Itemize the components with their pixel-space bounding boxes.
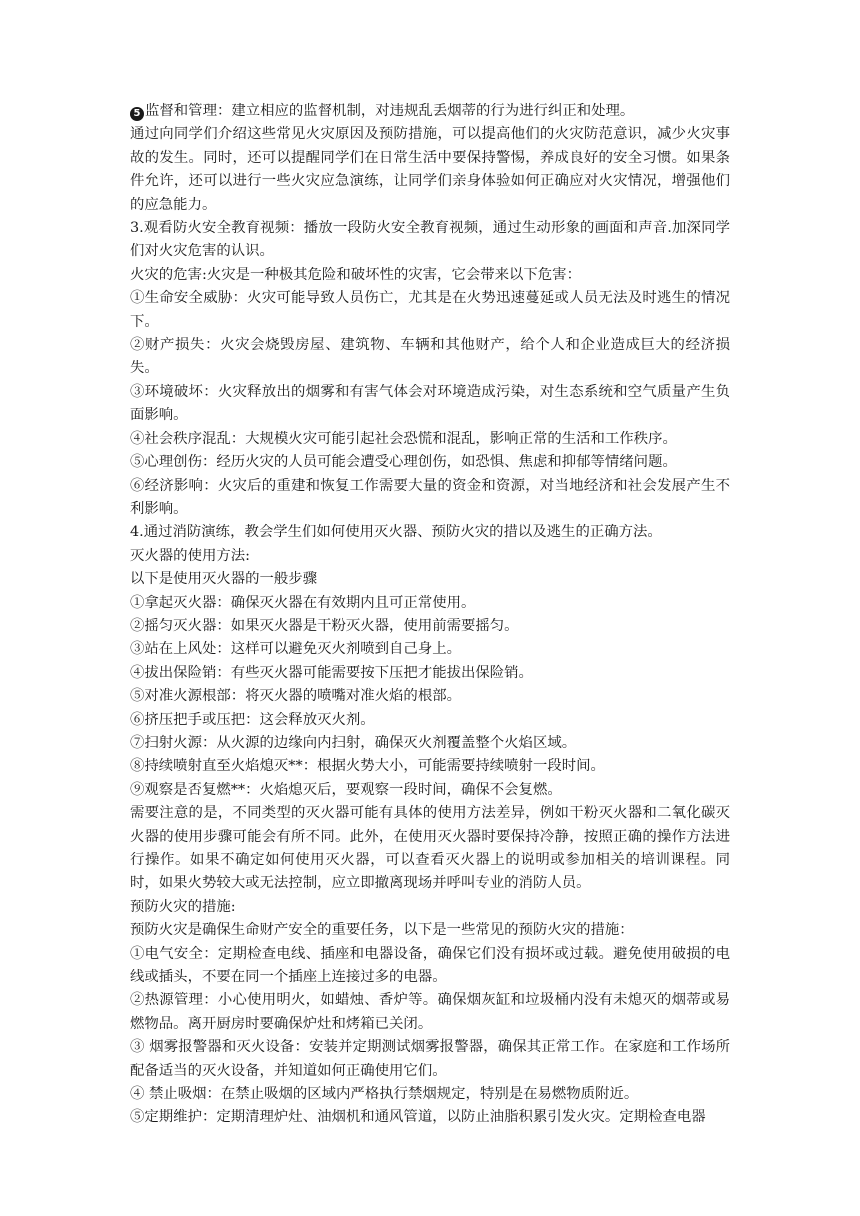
paragraph-intro-summary: 通过向同学们介绍这些常见火灾原因及预防措施，可以提高他们的火灾防范意识，减少火灾事故的发生。同时，还可以提醒同学们在日常生活中要保持警惕，养成良好的安全习惯。如果条件允许，还可以进行一些火灾应急演练，让同学们亲身体验如何正确应对火灾情况，增强他们的应急能力。 bbox=[130, 126, 730, 213]
paragraph-extinguisher-heading: 灭火器的使用方法: bbox=[130, 547, 250, 564]
paragraph-prevention-3: ③ 烟雾报警器和灭火设备：安装并定期测试烟雾报警器，确保其正常工作。在家庭和工作场所配备适当的灭火设备，并知道如何正确使用它们。 bbox=[130, 1039, 730, 1079]
paragraph-step-2: ②摇匀灭火器：如果灭火器是干粉灭火器，使用前需要摇匀。 bbox=[130, 617, 519, 634]
paragraph-prevention-heading: 预防火灾的措施: bbox=[130, 898, 236, 915]
paragraph-step-7: ⑦扫射火源：从火源的边缘向内扫射，确保灭火剂覆盖整个火焰区域。 bbox=[130, 734, 577, 751]
paragraph-prevention-2: ②热源管理：小心使用明火，如蜡烛、香炉等。确保烟灰缸和垃圾桶内没有未熄灭的烟蒂或易燃物品。离开厨房时要确保炉灶和烤箱已关闭。 bbox=[130, 992, 730, 1032]
paragraph-section-4-drill: 4.通过消防演练，教会学生们如何使用灭火器、预防火灾的措以及逃生的正确方法。 bbox=[130, 524, 662, 541]
paragraph-text: 监督和管理：建立相应的监督机制，对违规乱丢烟蒂的行为进行纠正和处理。 bbox=[145, 103, 635, 119]
paragraph-section-3-video: 3.观看防火安全教育视频：播放一段防火安全教育视频，通过生动形象的画面和声音.加深同学们对火灾危害的认识。 bbox=[130, 220, 730, 260]
paragraph-hazard-2: ②财产损失：火灾会烧毁房屋、建筑物、车辆和其他财产，给个人和企业造成巨大的经济损失。 bbox=[130, 337, 730, 377]
paragraph-prevention-1: ①电气安全：定期检查电线、插座和电器设备，确保它们没有损坏或过载。避免使用破损的电线或插头，不要在同一个插座上连接过多的电器。 bbox=[130, 945, 730, 986]
paragraph-extinguisher-notes: 需要注意的是，不同类型的灭火器可能有具体的使用方法差异，例如干粉灭火器和二氧化碳灭火器的使用步骤可能会有所不同。此外，在使用灭火器时要保持冷静，按照正确的操作方法进行操作。如果不确定如何使用灭火器，可以查看灭火器上的说明或参加相关的培训课程。同时，如果火势较大或无法控制，应立即撤离现场并呼叫专业的消防人员。 bbox=[130, 805, 730, 892]
paragraph-step-3: ③站在上风处：这样可以避免灭火剂喷到自己身上。 bbox=[130, 641, 461, 658]
paragraph-prevention-intro: 预防火灾是确保生命财产安全的重要任务，以下是一些常见的预防火灾的措施： bbox=[130, 922, 634, 939]
paragraph-step-4: ④拔出保险销：有些灭火器可能需要按下压把才能拔出保险销。 bbox=[130, 664, 533, 681]
paragraph-step-5: ⑤对准火源根部：将灭火器的喷嘴对准火焰的根部。 bbox=[130, 688, 461, 705]
paragraph-extinguisher-intro: 以下是使用灭火器的一般步骤 bbox=[130, 571, 318, 588]
paragraph-step-6: ⑥挤压把手或压把：这会释放灭火剂。 bbox=[130, 711, 375, 728]
paragraph-hazard-3: ③环境破坏：火灾释放出的烟雾和有害气体会对环境造成污染，对生态系统和空气质量产生负面影响。 bbox=[130, 383, 730, 424]
paragraph-fire-hazards-heading: 火灾的危害:火灾是一种极其危险和破坏性的灾害，它会带来以下危害： bbox=[130, 266, 581, 283]
paragraph-prevention-5: ⑤定期维护：定期清理炉灶、油烟机和通风管道，以防止油脂积累引发火灾。定期检查电器 bbox=[130, 1109, 706, 1126]
paragraph-hazard-4: ④社会秩序混乱：大规模火灾可能引起社会恐慌和混乱，影响正常的生活和工作秩序。 bbox=[130, 430, 677, 447]
paragraph-step-8: ⑧持续喷射直至火焰熄灭**：根据火势大小，可能需要持续喷射一段时间。 bbox=[130, 758, 605, 775]
paragraph-hazard-6: ⑥经济影响：火灾后的重建和恢复工作需要大量的资金和资源，对当地经济和社会发展产生不利影响。 bbox=[130, 477, 730, 517]
paragraph-hazard-5: ⑤心理创伤：经历火灾的人员可能会遭受心理创伤，如恐惧、焦虑和抑郁等情绪问题。 bbox=[130, 454, 677, 471]
paragraph-hazard-1: ①生命安全威胁：火灾可能导致人员伤亡，尤其是在火势迅速蔓延或人员无法及时逃生的情况下。 bbox=[130, 290, 730, 330]
paragraph-step-9: ⑨观察是否复燃**：火焰熄灭后，要观察一段时间，确保不会复燃。 bbox=[130, 781, 562, 798]
document-page bbox=[130, 100, 730, 1130]
circled-number-marker: 5 bbox=[130, 107, 144, 121]
paragraph-prevention-4: ④ 禁止吸烟：在禁止吸烟的区域内严格执行禁烟规定，特别是在易燃物质附近。 bbox=[130, 1086, 639, 1103]
paragraph-supervision bbox=[130, 100, 730, 123]
paragraph-step-1: ①拿起灭火器：确保灭火器在有效期内且可正常使用。 bbox=[130, 594, 476, 611]
